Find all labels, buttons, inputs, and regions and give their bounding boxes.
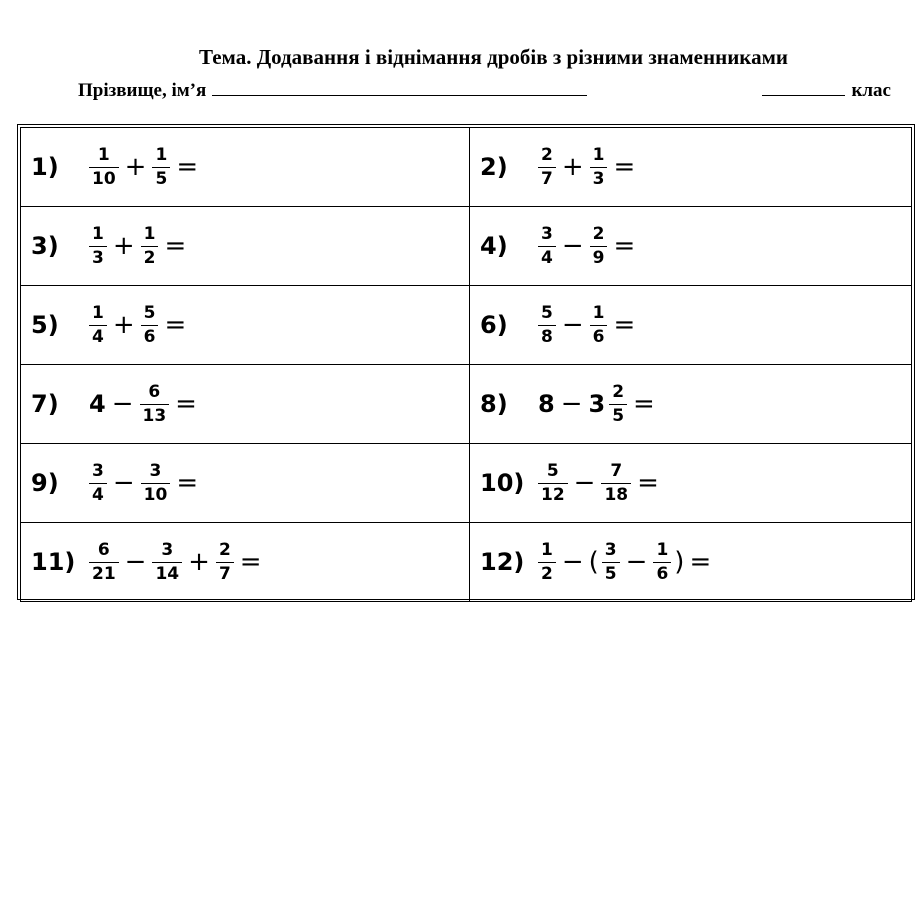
operator: = [175, 389, 197, 419]
operator: − [124, 547, 147, 577]
numerator: 3 [541, 223, 553, 244]
name-blank[interactable] [212, 77, 587, 96]
operator: + [112, 310, 135, 340]
fraction [141, 460, 171, 505]
denominator: 21 [89, 562, 119, 583]
problem-expression [87, 223, 190, 268]
operator: − [561, 231, 584, 261]
denominator: 12 [538, 483, 568, 504]
problem-expression [87, 460, 202, 505]
numerator: 1 [143, 223, 156, 244]
problem-cell-4[interactable] [470, 207, 912, 286]
denominator: 5 [152, 167, 170, 188]
class-field [762, 77, 891, 102]
numerator: 1 [656, 539, 669, 560]
numerator: 5 [546, 460, 559, 481]
denominator: 18 [601, 483, 631, 504]
student-info-line [78, 77, 891, 103]
denominator: 7 [216, 562, 234, 583]
fraction [601, 460, 631, 505]
operator: = [176, 468, 199, 498]
fraction [152, 539, 182, 584]
problem-cell-8[interactable] [470, 365, 912, 444]
problem-number: 11) [31, 548, 76, 576]
table-row [21, 523, 912, 602]
operator: = [164, 231, 187, 261]
problem-number: 1) [31, 153, 59, 181]
problem-number: 6) [480, 311, 508, 339]
problem-expression [536, 144, 639, 189]
fraction [538, 144, 556, 189]
numerator: 3 [92, 460, 104, 481]
problem-expression [536, 302, 639, 347]
numerator: 1 [97, 144, 110, 165]
operator: + [188, 547, 210, 577]
problem-number: 9) [31, 469, 59, 497]
operator: − [573, 468, 596, 498]
operator: = [689, 547, 712, 577]
operator: = [613, 231, 636, 261]
name-label: Прізвище, ім’я [78, 80, 207, 101]
operator: − [561, 310, 584, 340]
denominator: 2 [141, 246, 159, 267]
problems-table-frame [17, 124, 915, 600]
operator: − [560, 389, 583, 419]
numerator: 2 [612, 381, 625, 402]
numerator: 2 [541, 144, 553, 165]
fraction [89, 302, 107, 347]
denominator: 6 [590, 325, 608, 346]
whole-number: 4 [89, 390, 106, 418]
problem-expression [536, 381, 659, 426]
problems-table [20, 127, 912, 602]
numerator: 2 [218, 539, 231, 560]
name-field [78, 77, 587, 102]
fraction [89, 144, 119, 189]
numerator: 1 [92, 223, 104, 244]
denominator: 7 [538, 167, 556, 188]
numerator: 3 [161, 539, 174, 560]
parenthesis: ( [588, 547, 599, 577]
fraction [590, 302, 608, 347]
fraction [590, 144, 608, 189]
fraction [141, 302, 159, 347]
problem-number: 10) [480, 469, 525, 497]
problem-cell-1[interactable] [21, 128, 470, 207]
denominator: 4 [89, 325, 107, 346]
problem-cell-5[interactable] [21, 286, 470, 365]
problem-number: 8) [480, 390, 508, 418]
problem-expression [536, 223, 639, 268]
problem-number: 7) [31, 390, 59, 418]
denominator: 10 [141, 483, 171, 504]
operator: = [613, 310, 636, 340]
table-row [21, 286, 912, 365]
table-row [21, 365, 912, 444]
problem-expression [87, 144, 202, 189]
problem-expression [87, 302, 190, 347]
problem-number: 4) [480, 232, 508, 260]
fraction [152, 144, 170, 189]
fraction [653, 539, 671, 584]
operator: = [239, 547, 262, 577]
numerator: 2 [592, 223, 605, 244]
problem-cell-12[interactable] [470, 523, 912, 602]
operator: + [112, 231, 135, 261]
fraction [538, 302, 556, 347]
denominator: 5 [602, 562, 620, 583]
fraction [590, 223, 608, 268]
operator: = [176, 152, 199, 182]
numerator: 1 [92, 302, 104, 323]
numerator: 5 [143, 302, 156, 323]
fraction [538, 460, 568, 505]
parenthesis: ) [674, 547, 685, 577]
denominator: 4 [89, 483, 107, 504]
numerator: 5 [541, 302, 553, 323]
denominator: 5 [609, 404, 627, 425]
denominator: 3 [590, 167, 608, 188]
table-row [21, 444, 912, 523]
problem-expression [536, 460, 663, 505]
table-row [21, 207, 912, 286]
operator: + [561, 152, 584, 182]
denominator: 4 [538, 246, 556, 267]
operator: = [637, 468, 659, 498]
fraction [609, 381, 627, 426]
operator: − [561, 547, 584, 577]
numerator: 1 [592, 302, 605, 323]
numerator: 3 [149, 460, 162, 481]
operator: − [625, 547, 648, 577]
problem-number: 12) [480, 548, 525, 576]
operator: + [124, 152, 147, 182]
fraction [216, 539, 234, 584]
numerator: 6 [148, 381, 161, 402]
problem-cell-3[interactable] [21, 207, 470, 286]
fraction [141, 223, 159, 268]
denominator: 2 [538, 562, 556, 583]
class-blank[interactable] [762, 77, 845, 96]
problem-cell-7[interactable] [21, 365, 470, 444]
problem-number: 2) [480, 153, 508, 181]
operator: = [633, 389, 655, 419]
operator: = [613, 152, 636, 182]
problem-expression [536, 539, 715, 584]
fraction [140, 381, 170, 426]
problem-expression [87, 381, 201, 426]
fraction [89, 539, 119, 584]
numerator: 1 [155, 144, 168, 165]
denominator: 14 [152, 562, 182, 583]
whole-number: 3 [588, 390, 606, 418]
numerator: 3 [604, 539, 617, 560]
fraction [89, 460, 107, 505]
fraction [538, 223, 556, 268]
class-label: клас [851, 80, 891, 101]
numerator: 6 [97, 539, 110, 560]
operator: − [111, 389, 134, 419]
operator: = [164, 310, 187, 340]
problem-cell-11[interactable] [21, 523, 470, 602]
fraction [89, 223, 107, 268]
denominator: 8 [538, 325, 556, 346]
problem-cell-6[interactable] [470, 286, 912, 365]
denominator: 10 [89, 167, 119, 188]
denominator: 6 [653, 562, 671, 583]
denominator: 13 [140, 404, 170, 425]
problem-cell-2[interactable] [470, 128, 912, 207]
problem-cell-9[interactable] [21, 444, 470, 523]
numerator: 7 [610, 460, 623, 481]
fraction [602, 539, 620, 584]
denominator: 6 [141, 325, 159, 346]
operator: − [112, 468, 135, 498]
problem-expression [87, 539, 266, 584]
fraction [538, 539, 556, 584]
whole-number: 8 [538, 390, 555, 418]
worksheet-title: Тема. Додавання і віднімання дробів з різними знаменниками [199, 45, 788, 69]
numerator: 1 [541, 539, 553, 560]
numerator: 1 [592, 144, 605, 165]
denominator: 3 [89, 246, 107, 267]
table-row [21, 128, 912, 207]
denominator: 9 [590, 246, 608, 267]
problem-cell-10[interactable] [470, 444, 912, 523]
problem-number: 5) [31, 311, 59, 339]
problem-number: 3) [31, 232, 59, 260]
